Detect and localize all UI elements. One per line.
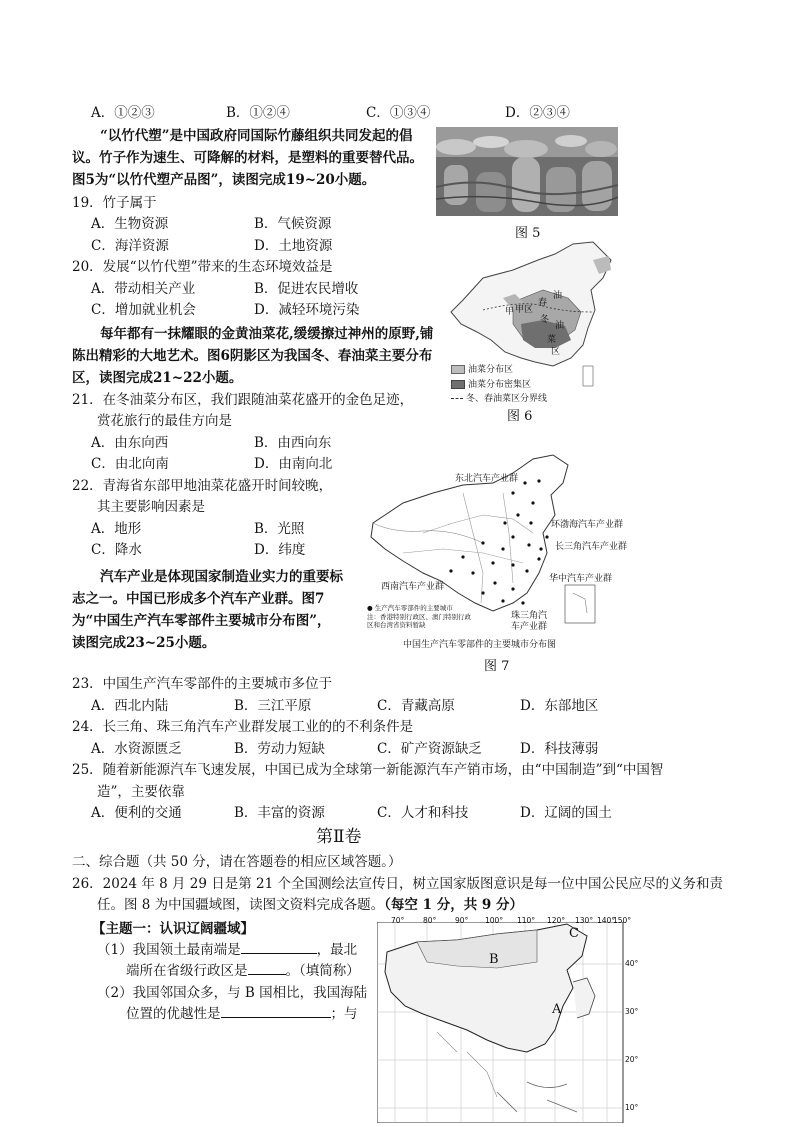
- q20-option-a: A．带动相关产业: [91, 281, 196, 297]
- figure-5-caption: 图 5: [515, 226, 541, 241]
- fig8-label-c: C: [569, 926, 579, 941]
- fig7-city-dot: [511, 491, 514, 494]
- fig7-title: 中国生产汽车零部件的主要城市分布图: [403, 640, 557, 650]
- fig7-city-dot: [481, 591, 484, 594]
- section-2-title: 第Ⅱ卷: [316, 827, 362, 847]
- q25-option-c: C．人才和科技: [377, 805, 469, 821]
- fig7-cluster-northeast: 东北汽车产业群: [455, 474, 519, 484]
- figure-7-caption: 图 7: [484, 659, 510, 674]
- q21-stem-line1: 21．在冬油菜分布区，我们跟随油菜花盛开的金色足迹，: [72, 392, 414, 408]
- fig7-city-dot: [545, 535, 548, 538]
- fig6-label-dong: 冬: [540, 315, 550, 325]
- q26-1-line-1: （1）我国领土最南端是 ，最北: [97, 942, 358, 958]
- q25-option-d: D．辽阔的国土: [520, 805, 612, 821]
- fig6-label-jia2: 甲: [505, 307, 515, 317]
- q23-option-d: D．东部地区: [520, 698, 599, 714]
- fig8-lat-10: 10°: [625, 1103, 639, 1112]
- q19-option-c: C．海洋资源: [91, 238, 169, 254]
- fig8-lon-120: 120°: [547, 916, 566, 925]
- q22-option-d: D．纬度: [254, 542, 306, 558]
- fig6-legend-3: 冬、春油菜区分界线: [451, 391, 547, 404]
- q18-option-d: D．②③④: [505, 105, 570, 121]
- q22-option-c: C．降水: [91, 542, 142, 558]
- fig6-label-you: 油: [553, 291, 563, 301]
- fig7-cluster-bohai: 环渤海汽车产业群: [551, 520, 624, 530]
- fig7-city-dot: [531, 501, 534, 504]
- fig6-legend-2: 油菜分布密集区: [451, 377, 531, 390]
- fig8-lat-20: 20°: [625, 1055, 639, 1064]
- q18-option-b: B．①②④: [226, 105, 290, 121]
- theme-1-heading: 【主题一：认识辽阔疆域】: [92, 921, 254, 937]
- q25-option-b: B．丰富的资源: [234, 805, 325, 821]
- blank-southernmost[interactable]: [241, 940, 317, 954]
- fig7-city-dot: [501, 547, 504, 550]
- fig7-city-dot: [481, 541, 484, 544]
- q21-stem-line2: 赏花旅行的最佳方向是: [97, 413, 232, 429]
- fig7-cluster-southwest: 西南汽车产业群: [381, 582, 445, 592]
- figure-7-map: [363, 453, 633, 653]
- figure-6-caption: 图 6: [507, 409, 533, 424]
- q22-stem-line2: 其主要影响因素是: [97, 499, 205, 515]
- q24-option-d: D．科技薄弱: [520, 741, 599, 757]
- fig6-legend-1: 油菜分布区: [451, 362, 513, 375]
- figure-6-map: [443, 240, 621, 405]
- q24-stem: 24．长三角、珠三角汽车产业群发展工业的的不利条件是: [72, 719, 414, 735]
- fig7-cluster-yangtze-delta: 长三角汽车产业群: [555, 542, 628, 552]
- fig8-lon-150: 150°: [613, 916, 632, 925]
- q18-option-c: C．①③④: [366, 105, 431, 121]
- fig8-lat-40: 40°: [625, 959, 639, 968]
- q24-option-a: A．水资源匮乏: [91, 741, 182, 757]
- q25-stem-line2: 造”，主要依靠: [97, 784, 185, 800]
- intro-bamboo: “以竹代塑”是中国政府同国际竹藤组织共同发起的倡议。竹子作为速生、可降解的材料，是塑料的重要替代品。图5为“以竹代塑产品图”，读图完成19~20小题。: [72, 128, 423, 188]
- q20-option-b: B．促进农民增收: [254, 281, 359, 297]
- fig6-label-qu2: 区: [551, 347, 561, 357]
- q22-option-a: A．地形: [91, 521, 142, 537]
- q21-option-a: A．由东向西: [91, 435, 169, 451]
- fig7-city-dot: [503, 521, 506, 524]
- fig7-city-dot: [525, 569, 528, 572]
- fig8-lon-100: 100°: [485, 916, 504, 925]
- fig7-city-dot: [491, 561, 494, 564]
- fig8-label-b: B: [489, 952, 499, 967]
- q23-option-b: B．三江平原: [234, 698, 312, 714]
- q25-option-a: A．便利的交通: [91, 805, 182, 821]
- q26-2-line-1: （2）我国邻国众多，与 B 国相比，我国海陆: [97, 985, 368, 1001]
- q19-stem: 19．竹子属于: [72, 195, 157, 211]
- fig7-city-dot: [493, 581, 496, 584]
- fig8-lon-130: 130°: [575, 916, 594, 925]
- intro-rapeseed: 每年都有一抹耀眼的金黄油菜花,缓缓擦过神州的原野,铺陈出精彩的大地艺术。图6阴影区为我国冬、春油菜主要分布区，读图完成21~22小题。: [72, 326, 434, 386]
- blank-northernmost-province[interactable]: [248, 961, 286, 975]
- q19-option-a: A．生物资源: [91, 216, 169, 232]
- fig8-lat-30: 30°: [625, 1007, 639, 1016]
- blank-sea-land-advantage[interactable]: [221, 1004, 331, 1018]
- q23-stem: 23．中国生产汽车零部件的主要城市多位于: [72, 676, 333, 692]
- fig7-city-dot: [516, 513, 519, 516]
- q24-option-c: C．矿产资源缺乏: [377, 741, 482, 757]
- fig7-city-dot: [501, 599, 504, 602]
- fig7-city-dot: [449, 569, 452, 572]
- fig7-city-dot: [527, 543, 530, 546]
- q19-option-b: B．气候资源: [254, 216, 332, 232]
- q20-option-d: D．减轻环境污染: [254, 302, 360, 318]
- fig7-city-dot: [521, 601, 524, 604]
- fig7-legend-note: 注：香港特别行政区、澳门特别行政区和台湾省资料暂缺: [367, 613, 471, 629]
- fig7-legend-cities: ● 生产汽车零部件的主要城市: [367, 604, 453, 612]
- q22-stem-line1: 22．青海省东部甲地油菜花盛开时间较晚，: [72, 478, 333, 494]
- q22-option-b: B．光照: [254, 521, 305, 537]
- fig7-cluster-pearl-delta: 珠三角汽车产业群: [510, 611, 547, 632]
- fig8-lon-140: 140°: [597, 916, 616, 925]
- fig6-label-cai: 菜: [547, 335, 557, 345]
- q26-line-1: 26．2024 年 8 月 29 日是第 21 个全国测绘法宣传日，树立国家版图意识是每一位中国公民应尽的义务和责: [72, 876, 724, 892]
- fig8-label-a: A: [552, 1002, 562, 1017]
- intro-auto: 汽车产业是体现国家制造业实力的重要标志之一。中国已形成多个汽车产业群。图7为“中国生产汽车零部件主要城市分布图”，读图完成23~25小题。: [72, 569, 343, 651]
- part-2-header: 二、综合题（共 50 分，请在答题卷的相应区域答题。）: [72, 854, 402, 870]
- fig7-city-dot: [511, 587, 514, 590]
- fig7-city-dot: [461, 555, 464, 558]
- q26-2-line-2: 位置的优越性是 ；与: [126, 1006, 358, 1022]
- figure-8-map: [377, 916, 639, 1123]
- fig7-city-dot: [537, 557, 540, 560]
- fig7-cluster-central: 华中汽车产业群: [549, 574, 613, 584]
- q18-option-a: A．①②③: [91, 105, 155, 121]
- fig7-city-dot: [523, 481, 526, 484]
- q21-option-b: B．由西向东: [254, 435, 332, 451]
- fig7-city-dot: [537, 479, 540, 482]
- q25-stem-line1: 25．随着新能源汽车飞速发展，中国已成为全球第一新能源汽车产销市场，由“中国制造”到“中国智: [72, 762, 664, 778]
- q21-option-c: C．由北向南: [91, 456, 169, 472]
- fig7-city-dot: [511, 563, 514, 566]
- fig7-city-dot: [511, 535, 514, 538]
- fig7-city-dot: [529, 521, 532, 524]
- fig6-label-chun: 春: [538, 298, 548, 308]
- figure-5-photo: [436, 127, 618, 216]
- fig8-lon-90: 90°: [455, 916, 469, 925]
- fig6-label-jia-qu: 甲区: [515, 305, 534, 315]
- fig6-label-you2: 油: [555, 321, 565, 331]
- fig8-lon-110: 110°: [517, 916, 536, 925]
- q20-stem: 20．发展“以竹代塑”带来的生态环境效益是: [72, 259, 333, 275]
- q26-line-2: 任。图 8 为中国疆域图，读图文资料完成各题。（每空 1 分，共 9 分）: [97, 897, 524, 913]
- q19-option-d: D．土地资源: [254, 238, 333, 254]
- q23-option-c: C．青藏高原: [377, 698, 455, 714]
- fig7-city-dot: [539, 547, 542, 550]
- q24-option-b: B．劳动力短缺: [234, 741, 325, 757]
- fig8-lon-70: 70°: [391, 916, 405, 925]
- q26-1-line-2: 端所在省级行政区是 。（填简称）: [126, 963, 360, 979]
- fig8-lon-80: 80°: [423, 916, 437, 925]
- fig7-city-dot: [471, 571, 474, 574]
- q21-option-d: D．由南向北: [254, 456, 333, 472]
- q20-option-c: C．增加就业机会: [91, 302, 196, 318]
- q23-option-a: A．西北内陆: [91, 698, 169, 714]
